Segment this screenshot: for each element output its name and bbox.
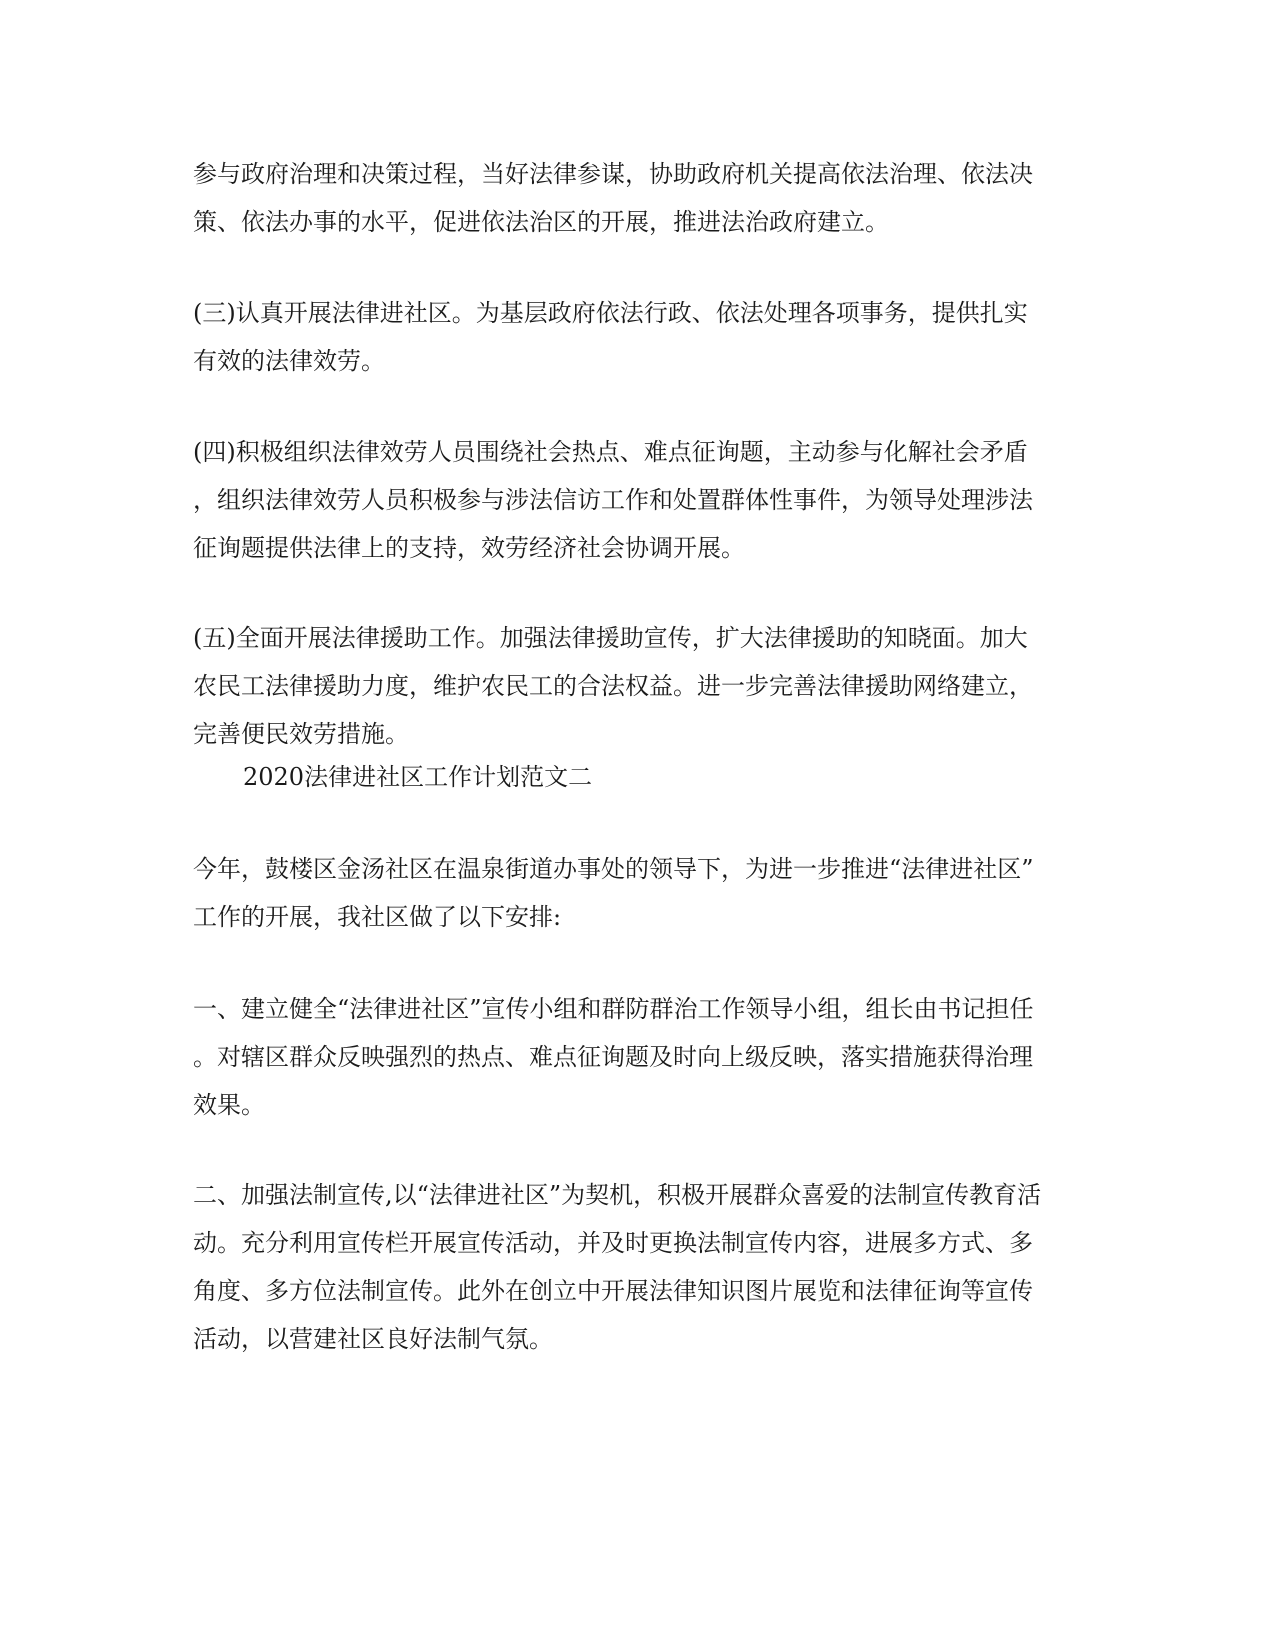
text-line: (四)积极组织法律效劳人员围绕社会热点、难点征询题，主动参与化解社会矛盾 <box>193 438 1028 466</box>
text-line: 参与政府治理和决策过程，当好法律参谋，协助政府机关提高依法治理、依法决 <box>193 160 1033 188</box>
text-line: 一、建立健全“法律进社区”宣传小组和群防群治工作领导小组，组长由书记担任 <box>193 995 1034 1023</box>
text-line: 角度、多方位法制宣传。此外在创立中开展法律知识图片展览和法律征询等宣传 <box>193 1277 1033 1305</box>
text-line: 今年，鼓楼区金汤社区在温泉街道办事处的领导下，为进一步推进“法律进社区” <box>193 855 1034 883</box>
paragraph-item-5 <box>193 614 1073 758</box>
text-line: 。对辖区群众反映强烈的热点、难点征询题及时向上级反映，落实措施获得治理 <box>193 1043 1033 1071</box>
text-line: 农民工法律援助力度，维护农民工的合法权益。进一步完善法律援助网络建立， <box>193 672 1033 700</box>
text-line: 活动，以营建社区良好法制气氛。 <box>193 1325 553 1353</box>
paragraph-participation <box>193 150 1073 246</box>
section-title: 2020法律进社区工作计划范文二 <box>243 763 593 791</box>
text-line: 工作的开展，我社区做了以下安排: <box>193 903 562 931</box>
text-line: 征询题提供法律上的支持，效劳经济社会协调开展。 <box>193 534 745 562</box>
text-line: (五)全面开展法律援助工作。加强法律援助宣传，扩大法律援助的知晓面。加大 <box>193 624 1028 652</box>
paragraph-point-1 <box>193 985 1073 1129</box>
text-line: 二、加强法制宣传,以“法律进社区”为契机，积极开展群众喜爱的法制宣传教育活 <box>193 1181 1042 1209</box>
text-line: 动。充分利用宣传栏开展宣传活动，并及时更换法制宣传内容，进展多方式、多 <box>193 1229 1033 1257</box>
paragraph-item-3 <box>193 289 1073 385</box>
text-line: 策、依法办事的水平，促进依法治区的开展，推进法治政府建立。 <box>193 208 889 236</box>
text-line: ，组织法律效劳人员积极参与涉法信访工作和处置群体性事件，为领导处理涉法 <box>193 486 1033 514</box>
text-line: 效果。 <box>193 1091 265 1119</box>
text-line: (三)认真开展法律进社区。为基层政府依法行政、依法处理各项事务，提供扎实 <box>193 299 1028 327</box>
paragraph-point-2 <box>193 1171 1073 1363</box>
paragraph-intro <box>193 845 1073 941</box>
text-line: 完善便民效劳措施。 <box>193 720 409 748</box>
text-line: 有效的法律效劳。 <box>193 347 385 375</box>
paragraph-item-4 <box>193 428 1073 572</box>
